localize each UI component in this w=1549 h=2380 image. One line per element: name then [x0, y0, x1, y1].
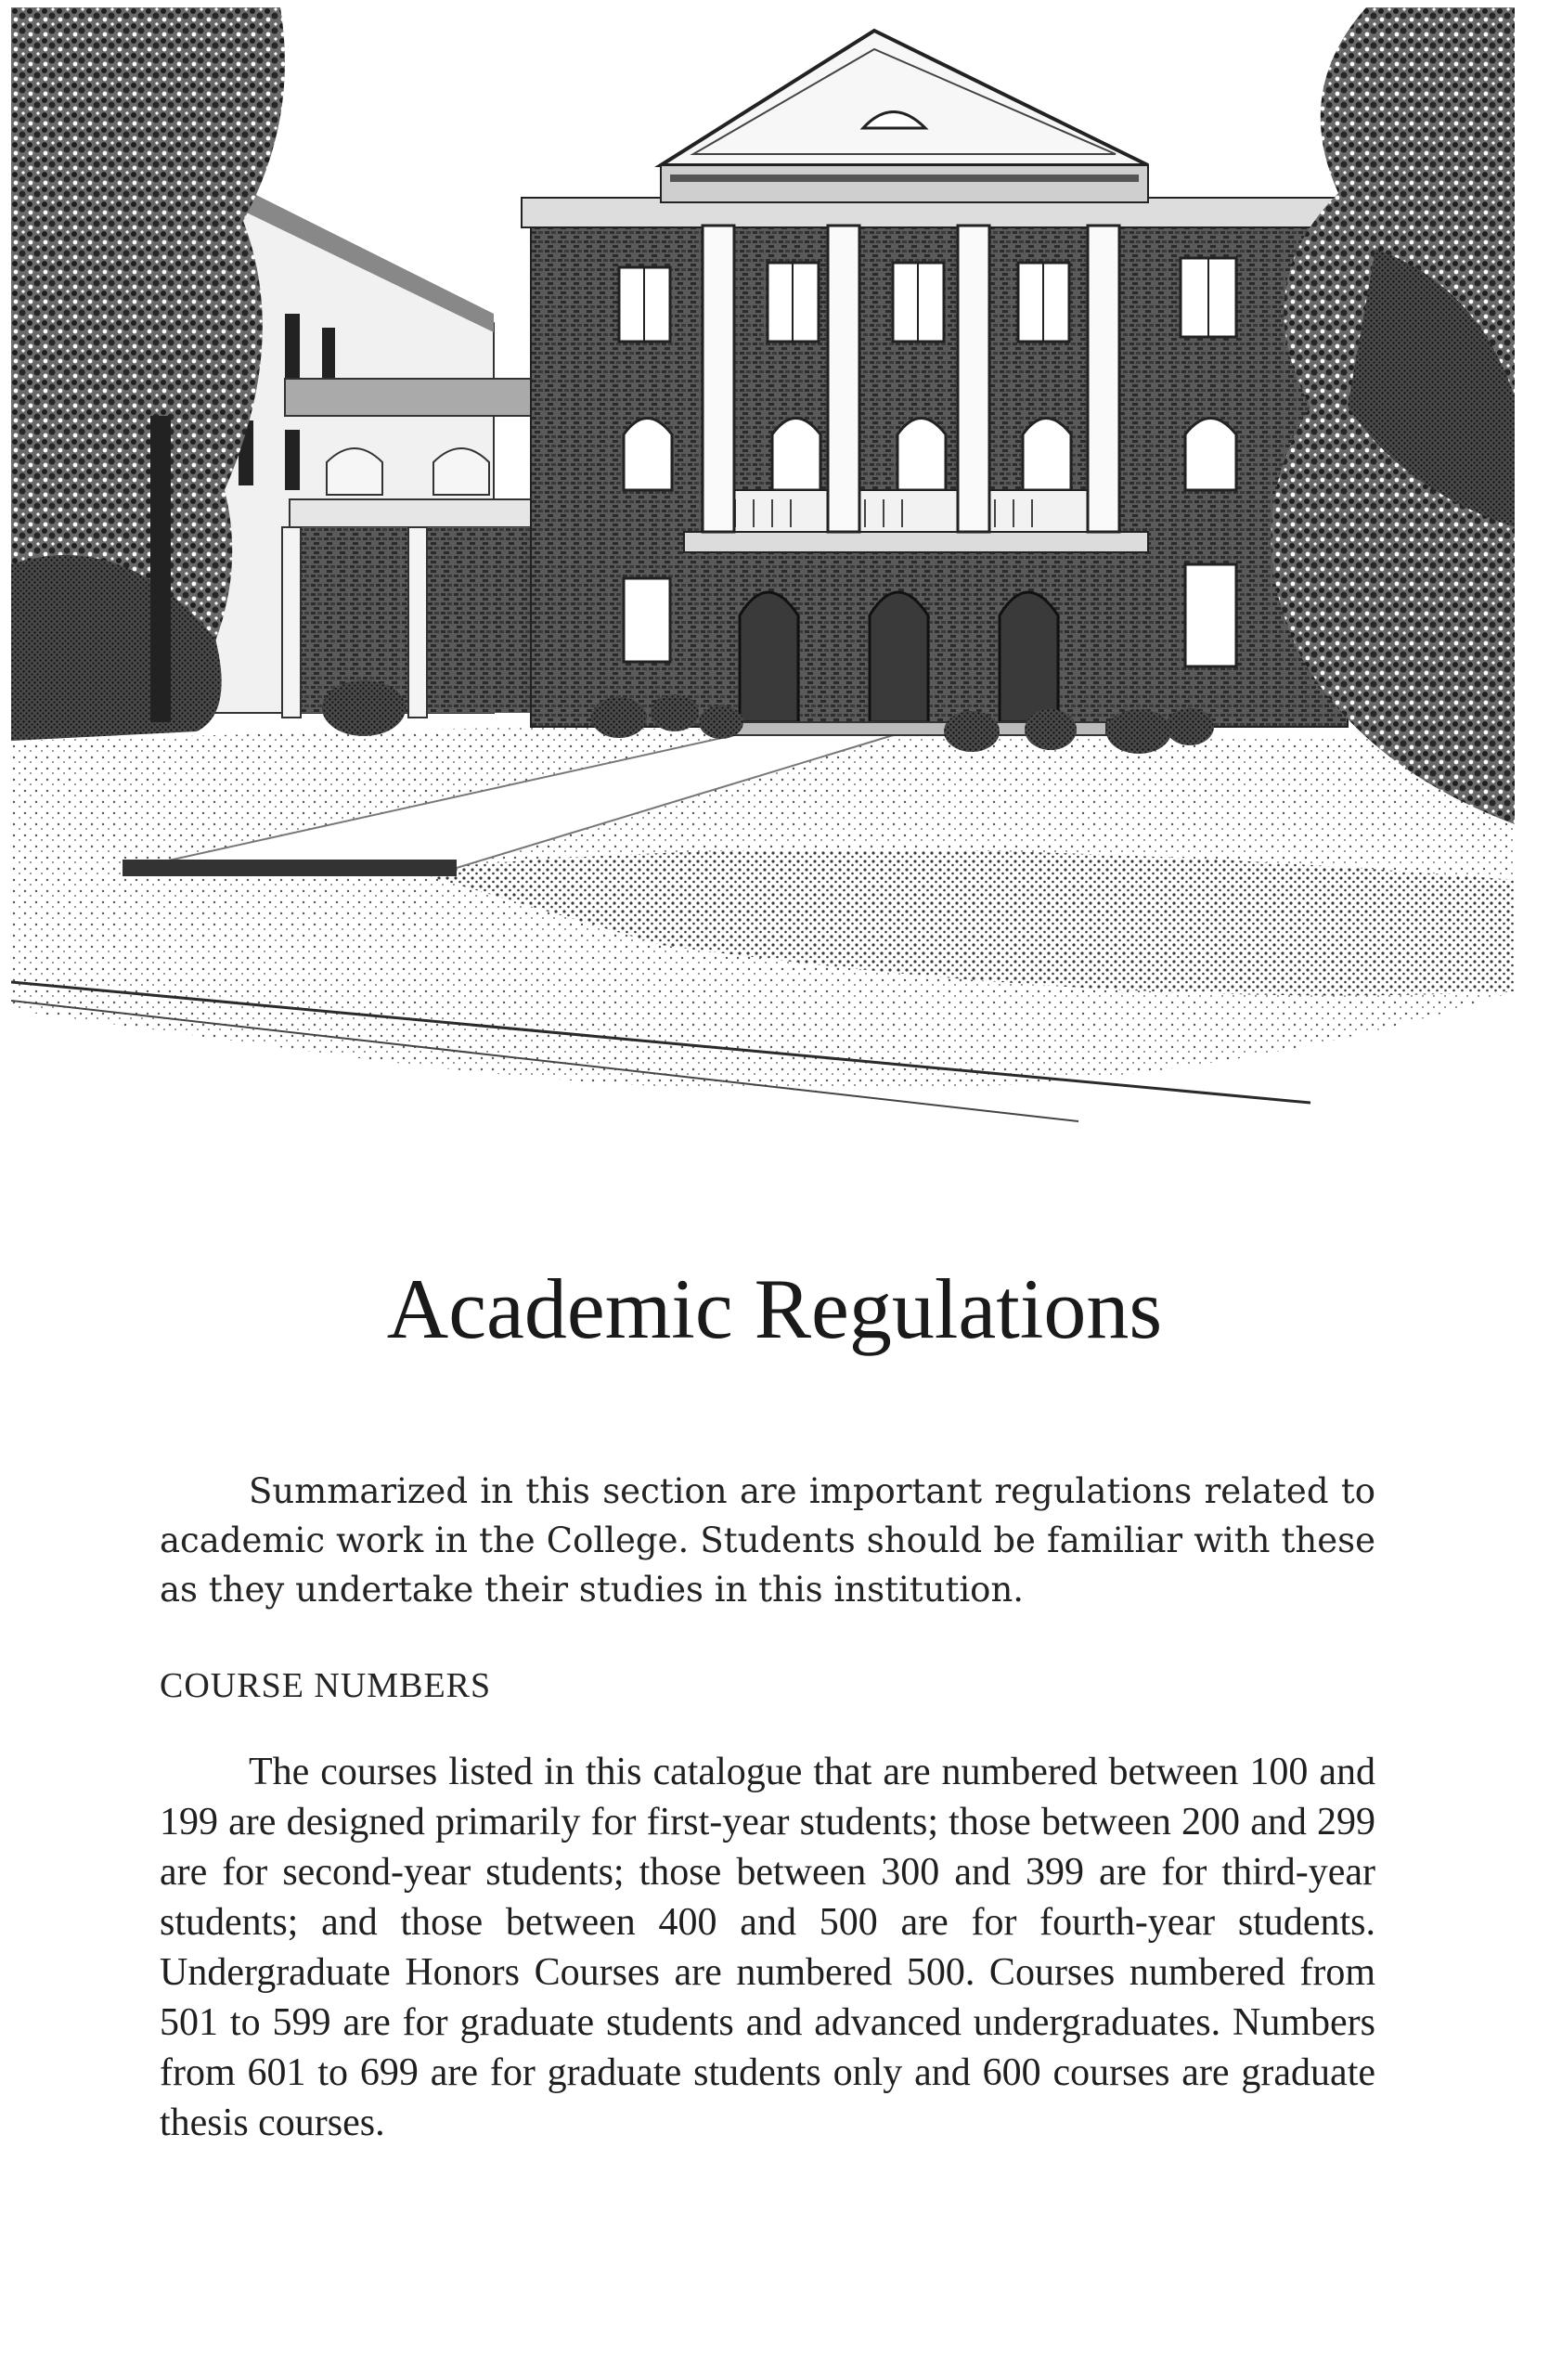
section-body-course-numbers: The courses listed in this catalogue that are numbered between 100 and 199 are designed primarily for first-year students; those between 200 and 299 are for second-year students; those between 300 and 399 are for third-year students; and those between 400 and 500 are for fourth-year students. Undergraduate Honors Courses are numbered 500. Courses numbered from 501 to 599 are for graduate students and advanced undergraduates. Numbers from 601 to 699 are for graduate students only and 600 courses are graduate thesis courses.: [160, 1751, 1375, 2144]
intro-paragraph: Summarized in this section are important regulations related to academic work in the College. Students should be familiar with these as they undertake their studies in this institution.: [160, 1471, 1375, 1610]
building-sketch: [11, 7, 1515, 1149]
building-illustration: [11, 7, 1515, 1149]
page-title: Academic Regulations: [386, 1261, 1163, 1356]
section-heading-course-numbers: COURSE NUMBERS: [160, 1666, 492, 1705]
